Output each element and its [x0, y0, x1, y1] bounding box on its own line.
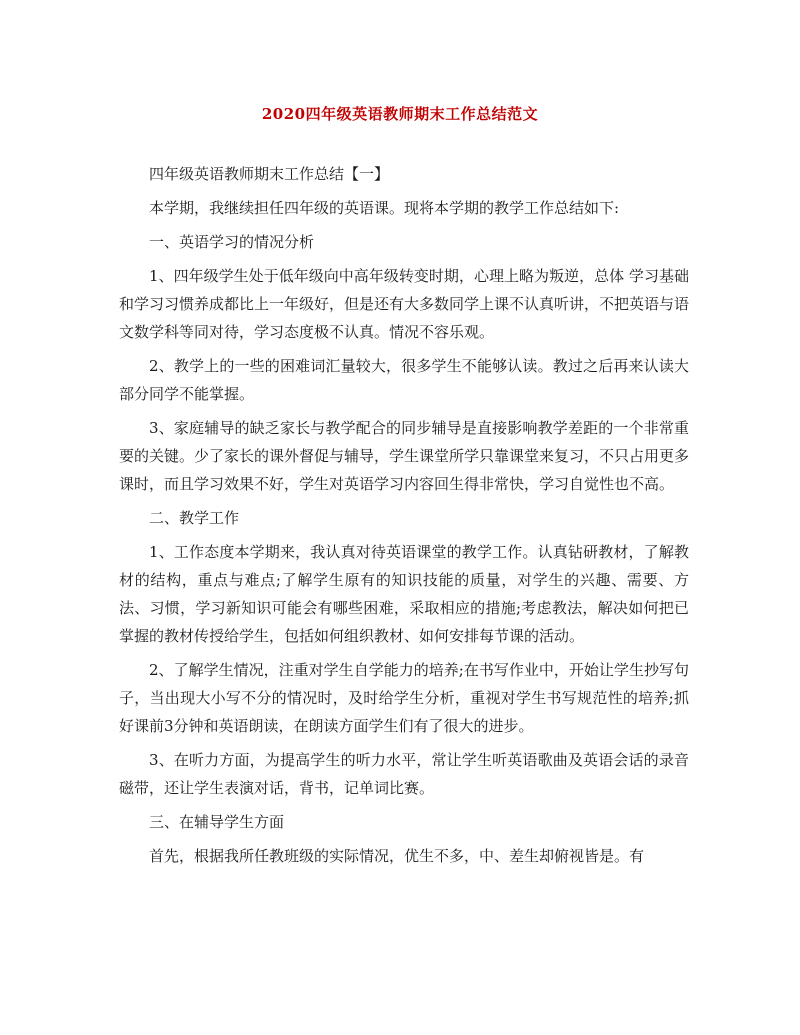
- intro-paragraph: 本学期，我继续担任四年级的英语课。现将本学期的教学工作总结如下:: [149, 199, 620, 217]
- paragraph: 2、教学上的一些的困难词汇量较大，很多学生不能够认读。教过之后再来认读大部分同学不能掌握。: [119, 357, 689, 403]
- section-heading: 三、在辅导学生方面: [149, 813, 285, 831]
- paragraph: 1、四年级学生处于低年级向中高年级转变时期，心理上略为叛逆，总体 学习基础和学习习惯养成都比上一年级好，但是还有大多数同学上课不认真听讲，不把英语与语文数学科等同对待，学习态度极不认真。情况不容乐观。: [119, 267, 690, 341]
- document-body: [119, 160, 689, 876]
- paragraph: 3、在听力方面，为提高学生的听力水平，常让学生听英语歌曲及英语会话的录音磁带，还让学生表演对话，背书，记单词比赛。: [119, 751, 689, 797]
- paragraph: 2、了解学生情况，注重对学生自学能力的培养;在书写作业中，开始让学生抄写句子，当出现大小写不分的情况时，及时给学生分析，重视对学生书写规范性的培养;抓好课前3分钟和英语朗读，在朗读方面学生们有了很大的进步。: [119, 661, 689, 735]
- paragraph: 1、工作态度本学期来，我认真对待英语课堂的教学工作。认真钻研教材，了解教材的结构，重点与难点;了解学生原有的知识技能的质量，对学生的兴趣、需要、方法、习惯，学习新知识可能会有哪些困难，采取相应的措施;考虑教法，解决如何把已掌握的教材传授给学生，包括如何组织教材、如何安排每节课的活动。: [119, 543, 689, 645]
- paragraph: 首先，根据我所任教班级的实际情况，优生不多，中、差生却俯视皆是。有: [149, 847, 645, 865]
- section-heading: 一、英语学习的情况分析: [149, 233, 315, 251]
- document-title: 2020四年级英语教师期末工作总结范文: [261, 105, 539, 123]
- paragraph: 3、家庭辅导的缺乏家长与教学配合的同步辅导是直接影响教学差距的一个非常重要的关键。少了家长的课外督促与辅导，学生课堂所学只靠课堂来复习，不只占用更多课时，而且学习效果不好，学生对英语学习内容回生得非常快，学习自觉性也不高。: [119, 419, 690, 493]
- section-heading: 二、教学工作: [149, 509, 240, 527]
- section-heading: 四年级英语教师期末工作总结【一】: [149, 165, 390, 183]
